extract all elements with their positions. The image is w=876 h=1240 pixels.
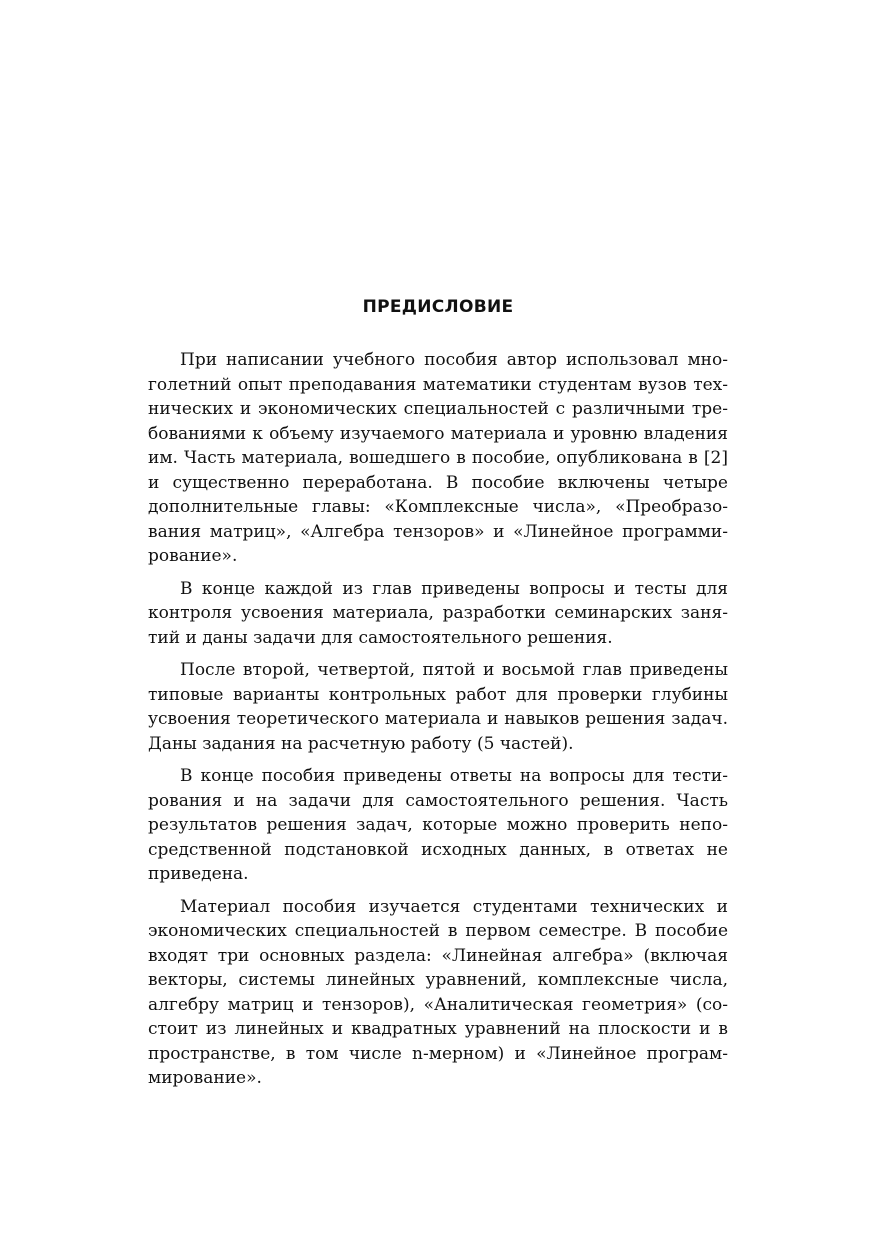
paragraph: Материал пособия изучается студентами технических и экономических специальностей в первом семестре. В пособие входят три основных раздела: «Линейная алгебра» (включая векторы, системы линейных уравнений, комплексные числа, алгебру матриц и тензоров), «Аналитическая геометрия» (состоит из линейных и квадратных уравнений на плоскости и в пространстве, в том числе n-мерном) и «Линейное программирование». [148,896,728,1088]
paragraph: При написании учебного пособия автор использовал многолетний опыт преподавания математики студентам вузов технических и экономических специальностей с различными требованиями к объему изучаемого материала и уровню владения им. Часть материала, вошедшего в пособие, опубликована в [2] и существенно переработана. В пособие включены четыре дополнительные главы: «Комплексные числа», «Преобразования матриц», «Алгебра тензоров» и «Линейное программирование». [148,350,728,566]
paragraph: В конце каждой из глав приведены вопросы и тесты для контроля усвоения материала, разработки семинарских занятий и даны задачи для самостоятельного решения. [148,578,728,648]
paragraph: После второй, четвертой, пятой и восьмой глав приведены типовые варианты контрольных работ для проверки глубины усвоения теоретического материала и навыков решения задач. Даны задания на расчетную работу (5 частей). [148,660,728,754]
preface-body [148,348,728,1099]
paragraph: В конце пособия приведены ответы на вопросы для тестирования и на задачи для самостоятельного решения. Часть результатов решения задач, которые можно проверить непосредственной подстановкой исходных данных, в ответах не приведена. [148,766,728,884]
page-title: ПРЕДИСЛОВИЕ [362,297,514,318]
